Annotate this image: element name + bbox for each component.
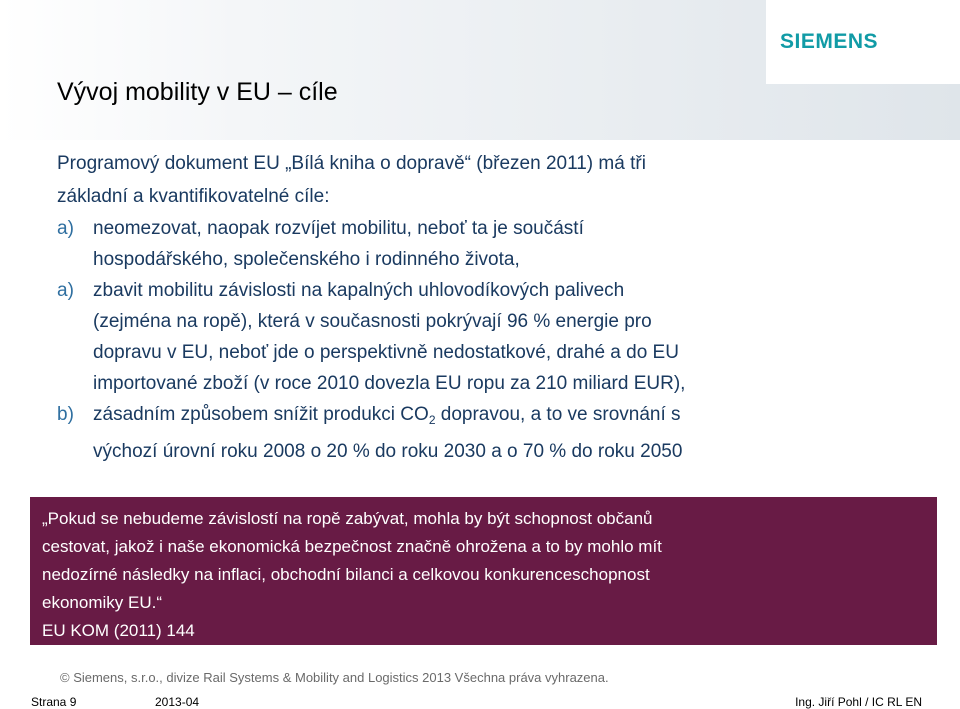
co2-subscript: 2 [428,413,436,427]
footer-copyright: © Siemens, s.r.o., divize Rail Systems & Mobility and Logistics 2013 Všechna práva vyhrazena. [60,670,609,685]
slide-body [57,147,917,467]
siemens-logo: SIEMENS [780,30,879,53]
quote-line: cestovat, jakož i naše ekonomická bezpečnost značně ohrožena a to by mohlo mít [42,537,662,556]
goal-line: výchozí úrovní roku 2008 o 20 % do roku 2030 a o 70 % do roku 2050 [93,441,683,462]
footer-author: Ing. Jiří Pohl / IC RL EN [795,695,922,709]
intro-line-1: Programový dokument EU „Bílá kniha o dopravě“ (březen 2011) má tři [57,153,646,174]
goal-item-3 [57,399,917,467]
quote-line: nedozírné následky na inflaci, obchodní bilanci a celkovou konkurenceschopnost [42,565,650,584]
intro-text [57,147,917,213]
goal-line: dopravou, a to ve srovnání s [435,404,681,425]
quote-line: „Pokud se nebudeme závislostí na ropě zabývat, mohla by být schopnost občanů [42,509,653,528]
goal-line: importované zboží (v roce 2010 dovezla EU ropu za 210 miliard EUR), [93,373,686,394]
slide-title: Vývoj mobility v EU – cíle [57,78,338,106]
goal-text [93,213,917,275]
goal-item-1 [57,213,917,275]
goal-line: dopravu v EU, neboť jde o perspektivně nedostatkové, drahé a do EU [93,342,679,363]
footer-page-number: Strana 9 [31,695,77,709]
goal-marker: b) [57,404,74,425]
goal-text [93,399,917,467]
goal-text [93,275,917,399]
goal-item-2 [57,275,917,399]
goal-marker: a) [57,218,74,239]
quote-source: EU KOM (2011) 144 [42,621,195,640]
goal-line: neomezovat, naopak rozvíjet mobilitu, neboť ta je součástí [93,218,584,239]
quote-line: ekonomiky EU.“ [42,593,162,612]
goal-line: zbavit mobilitu závislosti na kapalných uhlovodíkových palivech [93,280,625,301]
goal-line: hospodářského, společenského i rodinného života, [93,249,520,270]
goal-marker: a) [57,280,74,301]
goal-line: (zejména na ropě), která v současnosti pokrývají 96 % energie pro [93,311,652,332]
goal-line: zásadním způsobem snížit produkci CO [93,404,429,425]
intro-line-2: základní a kvantifikovatelné cíle: [57,186,330,207]
quote-box [30,497,937,645]
footer-date: 2013-04 [155,695,200,709]
